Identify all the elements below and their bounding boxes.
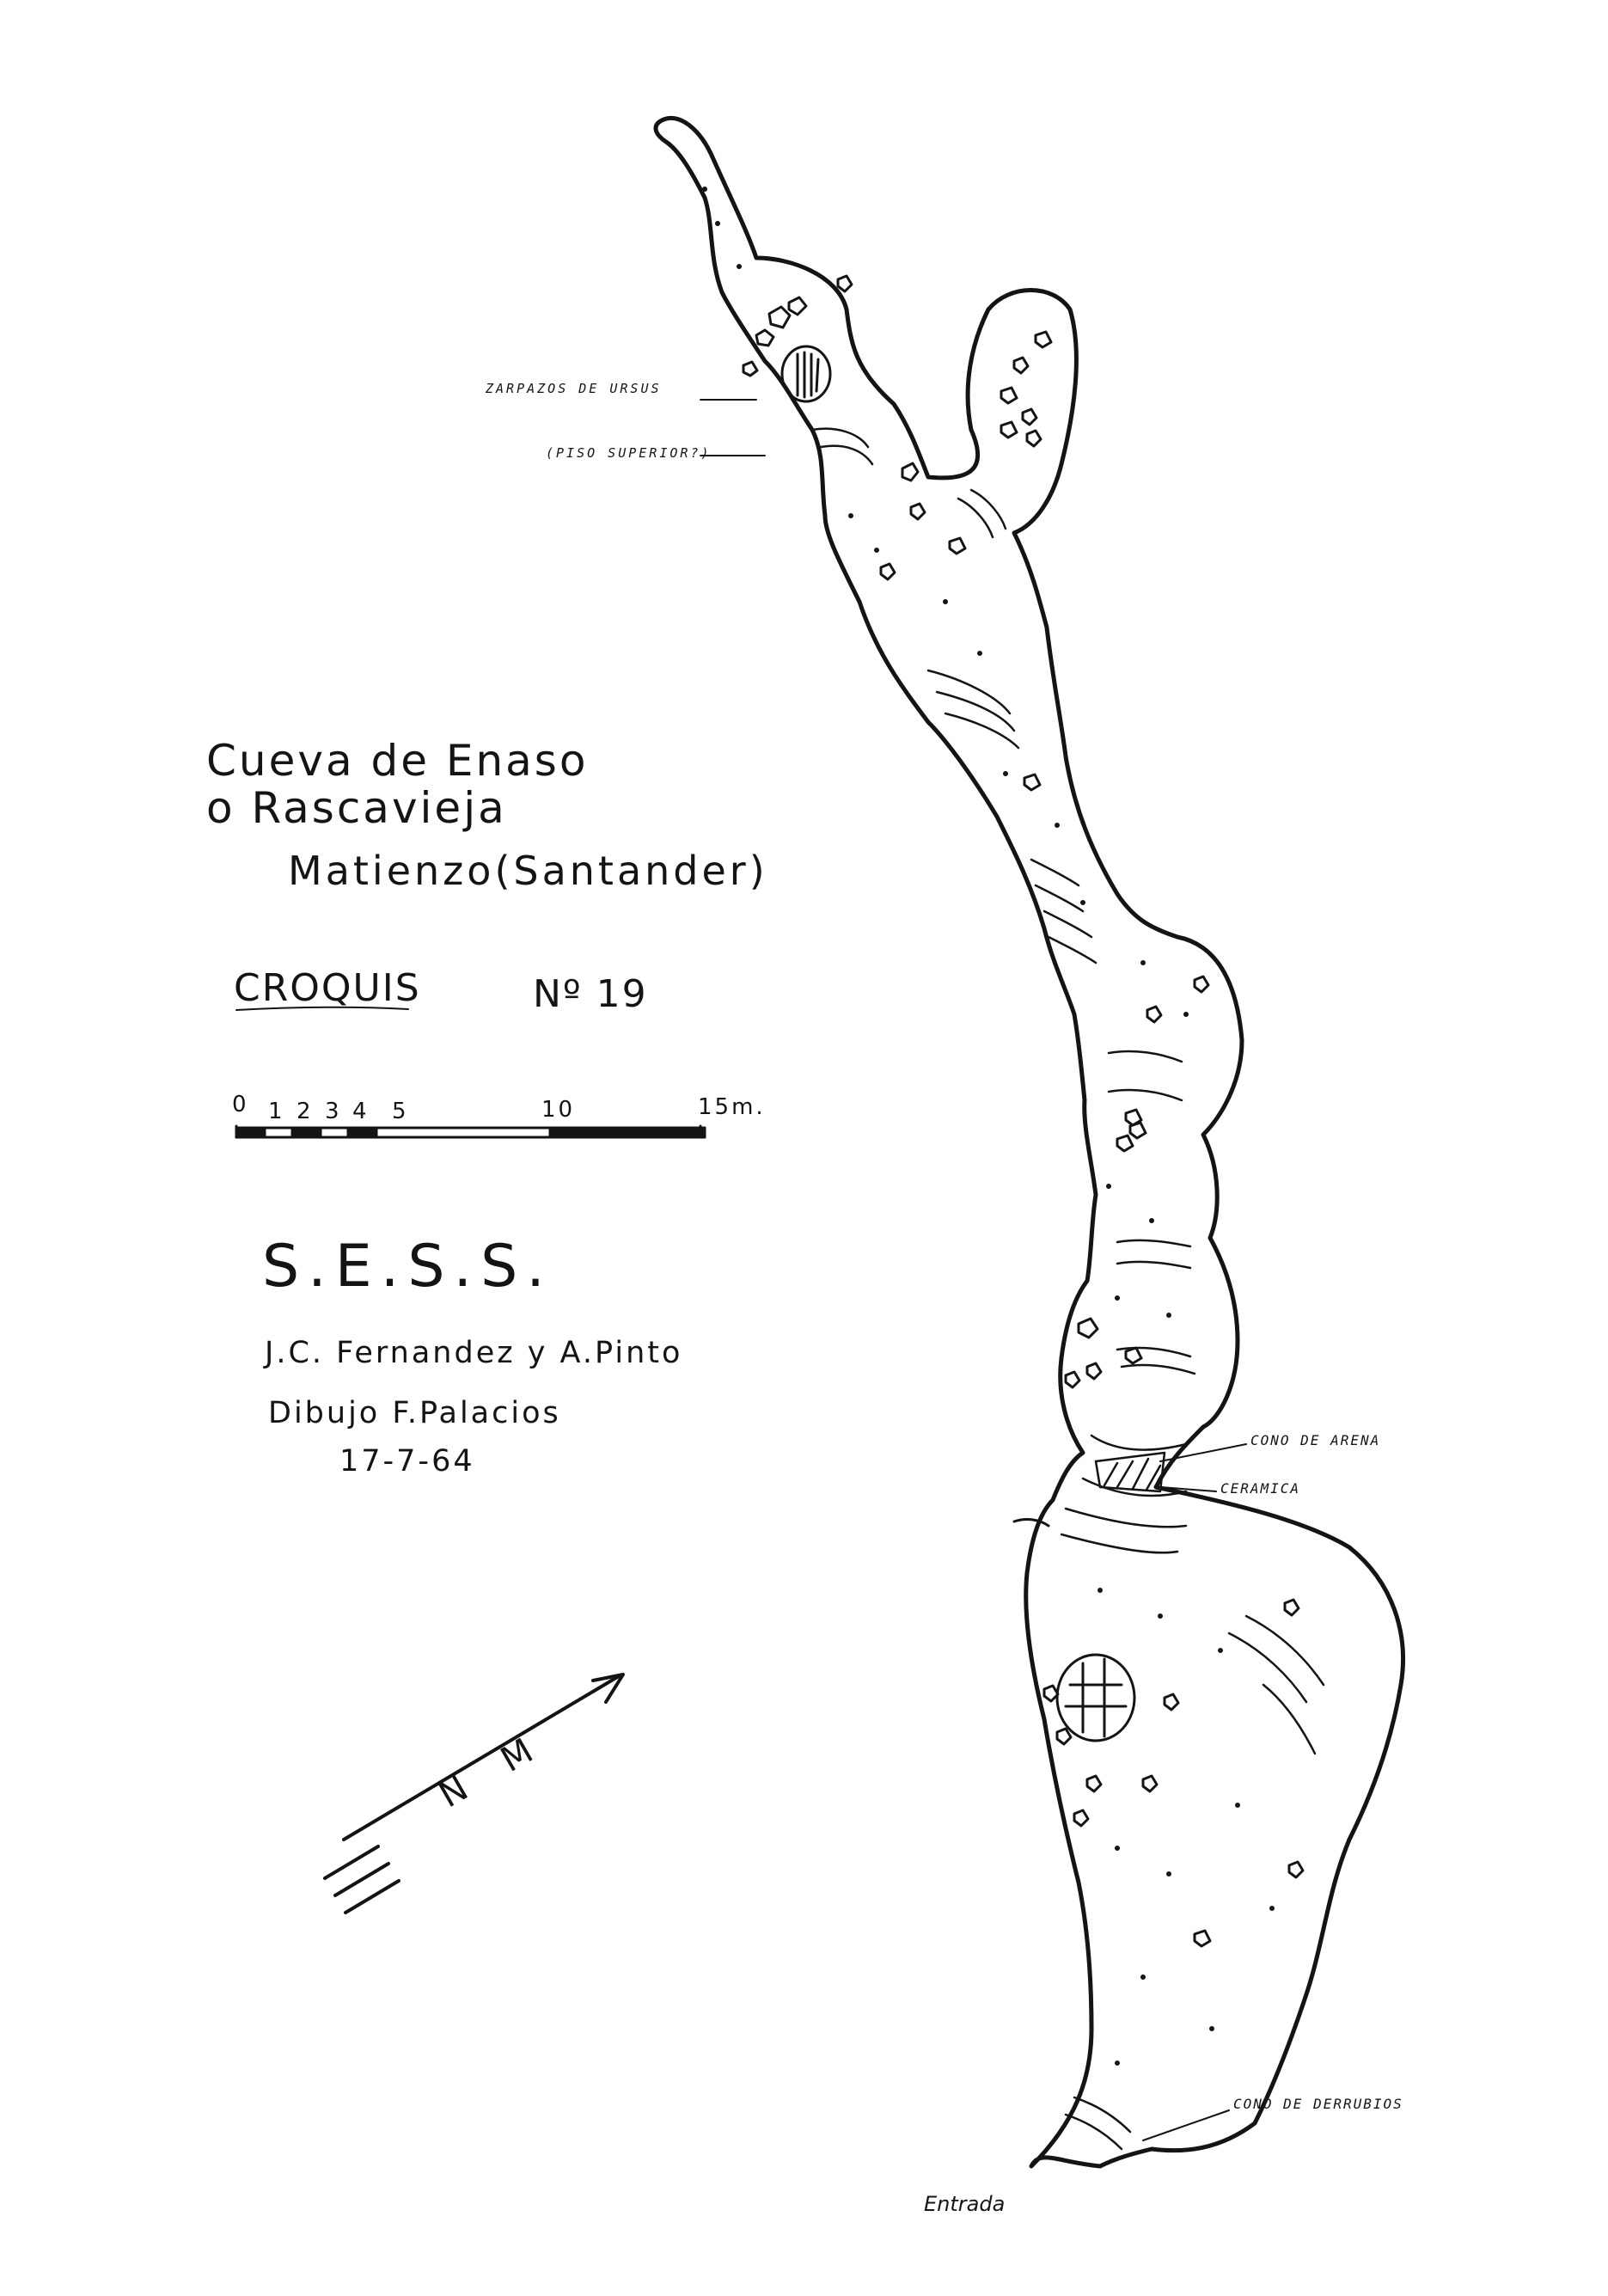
annotation-upper-floor: (PISO SUPERIOR?) (546, 445, 712, 461)
surveyors: J.C. Fernandez y A.Pinto (265, 1336, 683, 1370)
title-line2: o Rascavieja (206, 783, 507, 833)
scale-bar-graphic (236, 1126, 705, 1137)
scale-tick-15: 15m. (698, 1094, 766, 1120)
survey-date: 17-7-64 (339, 1444, 475, 1479)
scale-tick-4: 4 (352, 1099, 370, 1124)
annotation-debris-cone: CONO DE DERRUBIOS (1233, 2096, 1403, 2112)
sketch-number: Nº 19 (533, 972, 648, 1016)
annotation-ceramic: CERAMICA (1220, 1480, 1301, 1497)
location: Matienzo(Santander) (288, 848, 768, 894)
annotation-bear-claws: ZARPAZOS DE URSUS (486, 381, 662, 396)
scale-tick-0: 0 (232, 1092, 249, 1117)
scale-tick-3: 3 (325, 1099, 342, 1124)
title-line1: Cueva de Enaso (206, 736, 589, 786)
org-name: S.E.S.S. (262, 1233, 553, 1301)
scale-tick-5: 5 (392, 1099, 409, 1124)
scale-tick-10: 10 (541, 1097, 576, 1123)
annotation-sand-cone: CONO DE ARENA (1250, 1432, 1381, 1448)
north-arrow-label: N M (432, 1722, 555, 1816)
annotation-entrance: Entrada (924, 2192, 1006, 2216)
scale-tick-1: 1 (268, 1099, 285, 1124)
scale-tick-2: 2 (297, 1099, 314, 1124)
sketch-label: CROQUIS (234, 966, 421, 1010)
drawing-credit: Dibujo F.Palacios (268, 1396, 561, 1430)
